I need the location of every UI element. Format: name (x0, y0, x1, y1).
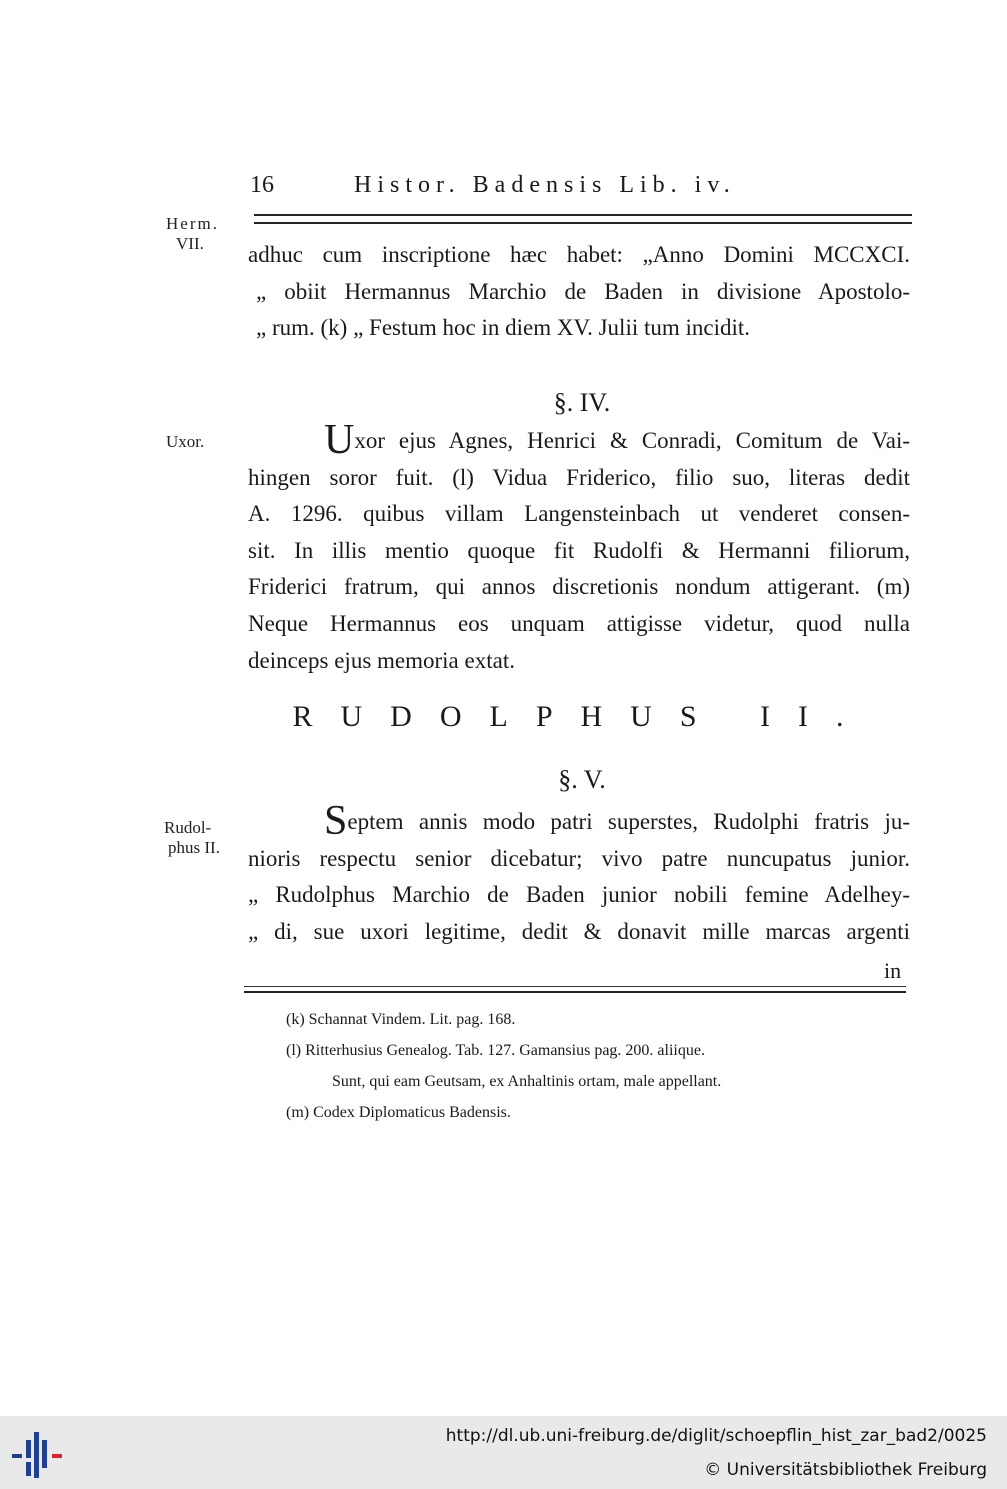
footnote-l: (l) Ritterhusius Genealog. Tab. 127. Gamansius pag. 200. aliique. (286, 1042, 705, 1059)
text-line: hingen soror fuit. (l) Vidua Friderico, filio suo, literas dedit (248, 464, 910, 490)
text-line: „ rum. (k) „ Festum hoc in diem XV. Julii tum incidit. (256, 315, 751, 341)
text-line: „ Rudolphus Marchio de Baden junior nobili femine Adelhey- (248, 882, 910, 908)
text-line: Septem annis modo patri superstes, Rudolphi fratris ju- (248, 804, 910, 841)
margin-note-herm-number: VII. (176, 234, 204, 253)
margin-note-uxor: Uxor. (166, 432, 205, 451)
text-line: adhuc cum inscriptione hæc habet: „Anno Domini MCCXCI. (248, 242, 910, 267)
text-line: A. 1296. quibus villam Langensteinbach ut venderet consen- (248, 501, 910, 527)
text-line: „ obiit Hermannus Marchio de Baden in divisione Apostolo- (256, 278, 910, 304)
text-line: deinceps ejus memoria extat. (248, 647, 515, 673)
drop-cap: S (324, 804, 348, 841)
text-line: nioris respectu senior dicebatur; vivo patre nuncupatus junior. (248, 845, 910, 871)
running-title: Histor. Badensis Lib. iv. (354, 172, 736, 198)
section-iv-heading: §. IV. (553, 388, 611, 417)
section-iii-continuation (248, 237, 910, 347)
footer-bar (0, 1416, 1007, 1489)
section-v-text (248, 804, 910, 950)
section-v-heading: §. V. (558, 765, 606, 794)
text-line: Friderici fratrum, qui annos discretionis nondum attigerant. (m) (248, 574, 910, 600)
footnote-k: (k) Schannat Vindem. Lit. pag. 168. (286, 1011, 516, 1028)
footnotes (286, 1004, 926, 1128)
footnote-m: (m) Codex Diplomaticus Badensis. (286, 1104, 511, 1121)
drop-cap: U (324, 423, 355, 460)
ub-freiburg-logo-icon[interactable] (12, 1430, 64, 1480)
text-line: „ di, sue uxori legitime, dedit & donavit mille marcas argenti (248, 918, 910, 944)
text-line: sit. In illis mentio quoque fit Rudolfi & Hermanni filiorum, (248, 537, 910, 563)
page-number: 16 (250, 172, 274, 198)
chapter-title: RUDOLPHUS II. (292, 700, 872, 733)
page-header (250, 170, 910, 206)
margin-note-herm: Herm. (166, 214, 219, 233)
footnote-l-continuation: Sunt, qui eam Geutsam, ex Anhaltinis ortam, male appellant. (332, 1073, 722, 1090)
margin-note-rudolphus-cont: phus II. (168, 838, 220, 857)
footnote-rule (244, 986, 906, 993)
section-iv-text (248, 423, 910, 679)
text-line: Neque Hermannus eos unquam attigisse videtur, quod nulla (248, 610, 910, 636)
text-line: Uxor ejus Agnes, Henrici & Conradi, Comitum de Vai- (248, 423, 910, 460)
margin-note-rudolphus: Rudol- (164, 818, 212, 837)
permalink-url[interactable]: http://dl.ub.uni-freiburg.de/diglit/schoepflin_hist_zar_bad2/0025 (445, 1426, 987, 1446)
catchword: in (884, 958, 902, 983)
copyright-notice: © Universitätsbibliothek Freiburg (704, 1460, 987, 1480)
header-rule (254, 214, 912, 224)
